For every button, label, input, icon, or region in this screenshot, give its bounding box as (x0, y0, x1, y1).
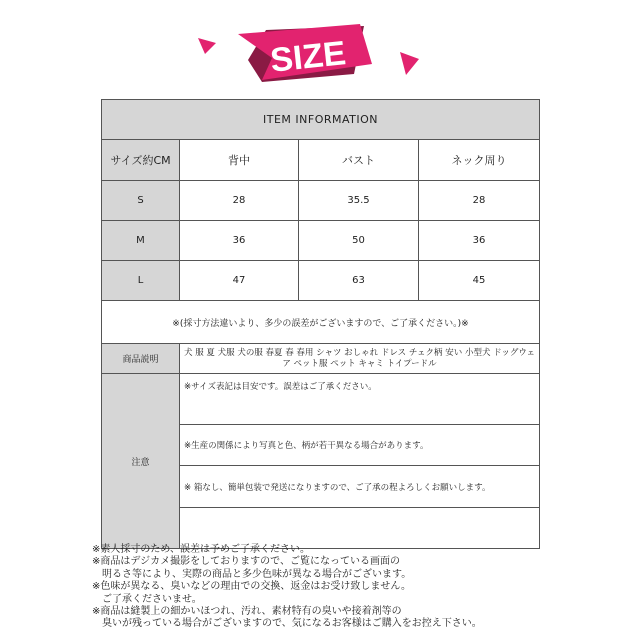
bust-value: 50 (299, 221, 419, 261)
footnote-line: ※素人採寸のため、誤差は予めご了承ください。 (92, 544, 310, 555)
column-header-size: サイズ約CM (102, 140, 180, 181)
bust-value: 35.5 (299, 181, 419, 221)
back-value: 28 (180, 181, 299, 221)
footnote-line: 明るさ等により、実際の商品と多少色味が異なる場合がございます。 (92, 568, 412, 580)
measurement-note: ※(採寸方法違いより、多少の誤差がございますので、ご了承ください。)※ (102, 301, 540, 344)
right-triangle-decoration (400, 52, 419, 75)
table-row (102, 261, 540, 301)
caution-label: 注意 (102, 374, 180, 549)
footnote-line: ※商品は縫製上の細かいほつれ、汚れ、素材特有の臭いや接着剤等の (92, 606, 402, 618)
neck-value: 45 (419, 261, 540, 301)
left-triangle-decoration (198, 38, 216, 54)
bust-value: 63 (299, 261, 419, 301)
column-header-neck: ネック周り (419, 140, 540, 181)
back-value: 36 (180, 221, 299, 261)
footnotes (92, 544, 562, 631)
description-label: 商品説明 (102, 344, 180, 374)
size-label: M (102, 221, 180, 261)
footnote-line: 臭いが残っている場合がございますので、気になるお客様はご購入をお控え下さい。 (92, 618, 482, 630)
item-information-header: ITEM INFORMATION (102, 100, 540, 140)
table-row (102, 181, 540, 221)
column-header-back: 背中 (180, 140, 299, 181)
back-value: 47 (180, 261, 299, 301)
size-title: SIZE (268, 34, 348, 80)
footnote-line: ※商品はデジカメ撮影をしておりますので、ご覧になっている画面の (92, 556, 400, 568)
size-label: L (102, 261, 180, 301)
table-row (102, 221, 540, 261)
neck-value: 28 (419, 181, 540, 221)
size-label: S (102, 181, 180, 221)
caution-item: ※サイズ表記は目安です。誤差はご了承ください。 (180, 374, 540, 425)
footnote-line: ※色味が異なる、臭いなどの理由での交換、返金はお受け致しません。 (92, 581, 411, 593)
size-table (101, 99, 540, 549)
column-header-bust: バスト (299, 140, 419, 181)
neck-value: 36 (419, 221, 540, 261)
footnote-line: ご了承くださいませ。 (92, 593, 202, 605)
caution-item: ※ 箱なし、簡単包装で発送になりますので、ご了承の程よろしくお願いします。 (180, 466, 540, 508)
size-banner (0, 0, 640, 100)
caution-item: ※生産の関係により写真と色、柄が若干異なる場合があります。 (180, 425, 540, 466)
caution-item-empty (180, 508, 540, 549)
product-description: 犬 服 夏 犬服 犬の服 春夏 春 春用 シャツ おしゃれ ドレス チェク柄 安い 小型犬 ドッグウェア ペット服 ペット キャミ トイプードル (180, 344, 540, 374)
